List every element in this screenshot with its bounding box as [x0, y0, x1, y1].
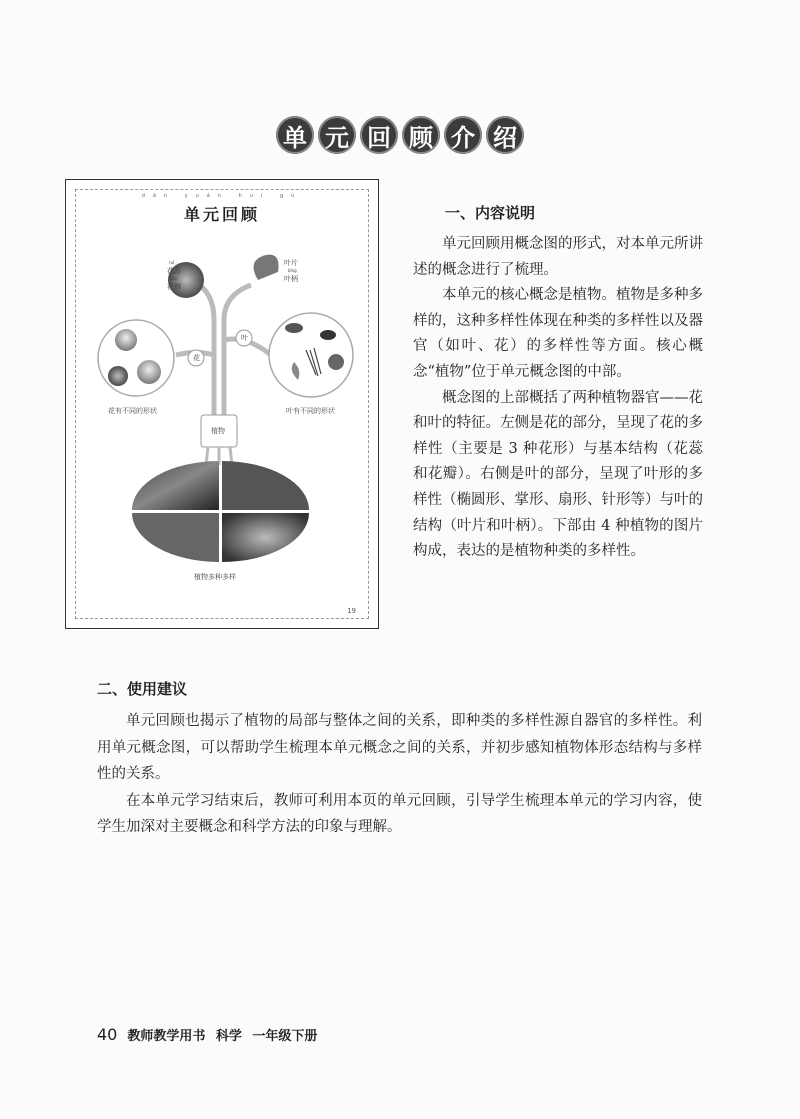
section2-heading: 二、使用建议 [97, 680, 188, 698]
title-char: 元 [318, 116, 356, 154]
leaf-photo [328, 354, 344, 370]
petiole-pinyin: bǐng [288, 268, 297, 273]
stamen-pinyin: ruǐ [169, 260, 175, 265]
petal-pinyin: bàn [170, 276, 178, 281]
flower-photo [108, 366, 128, 386]
paragraph: 单元回顾也揭示了植物的局部与整体之间的关系，即种类的多样性源自器官的多样性。利用单元概念图，可以帮助学生梳理本单元概念之间的关系，并初步感知植物体形态结构与多样性的关系。 [97, 713, 702, 782]
flowers-caption: 花有不同的形状 [108, 407, 157, 415]
title-char: 回 [360, 116, 398, 154]
leaf-branch [224, 285, 251, 425]
thumbnail-title: 单元回顾 [183, 205, 260, 224]
flower-variety-circle [98, 320, 174, 396]
paragraph: 本单元的核心概念是植物。植物是多种多样的，这种多样性体现在种类的多样性以及器官（如叶、花）的多样性等方面。核心概念“植物”位于单元概念图的中部。 [413, 287, 703, 380]
section1-body [413, 232, 703, 565]
petal-label: 花瓣 [167, 283, 181, 291]
title-char: 绍 [486, 116, 524, 154]
textbook-page-thumbnail [65, 179, 379, 629]
title-char: 单 [276, 116, 314, 154]
flower-photo [115, 329, 137, 351]
leaf-blade-label: 叶片 [284, 259, 298, 267]
petiole-label: 叶柄 [284, 275, 298, 283]
leaves-caption: 叶有不同的形状 [286, 407, 335, 415]
section1-heading: 一、内容说明 [445, 204, 536, 222]
page-number: 40 [97, 1025, 118, 1044]
title-char: 顾 [402, 116, 440, 154]
plants-caption: 植物多种多样 [194, 573, 236, 581]
paragraph: 在本单元学习结束后，教师可利用本页的单元回顾，引导学生梳理本单元的学习内容，使学生加深对主要概念和科学方法的印象与理解。 [97, 792, 702, 835]
paragraph: 单元回顾用概念图的形式，对本单元所讲述的概念进行了梳理。 [413, 236, 703, 278]
flower-photo [137, 360, 161, 384]
section2-body [97, 708, 702, 841]
paragraph: 概念图的上部概括了两种植物器官——花和叶的特征。左侧是花的部分，呈现了花的多样性（主要是 3 种花形）与基本结构（花蕊和花瓣）。右侧是叶的部分，呈现了叶形的多样性（椭圆形、掌形、扇形、针形等）与叶的结构（叶片和叶柄）。下部由 4 种植物的图片构成，表达的是植物种类的多样性。 [413, 389, 703, 560]
book-title: 教师教学用书 科学 一年级下册 [127, 1029, 318, 1044]
plant-node-label: 植物 [211, 427, 225, 435]
flower-node-label: 花 [193, 354, 200, 362]
title-pinyin: dān yuán huí gù [141, 193, 303, 199]
leaf-node-label: 叶 [241, 334, 248, 342]
page-title [0, 116, 800, 154]
leaf-photo [285, 323, 303, 333]
page-footer [97, 1025, 317, 1044]
thumbnail-page-number: 19 [347, 607, 356, 615]
title-char: 介 [444, 116, 482, 154]
concept-map [66, 180, 380, 630]
stamen-label: 花蕊 [167, 267, 181, 275]
plant-diversity-photos [132, 461, 309, 562]
ginkgo-leaf-photo [254, 255, 279, 280]
leaf-photo [320, 330, 336, 340]
